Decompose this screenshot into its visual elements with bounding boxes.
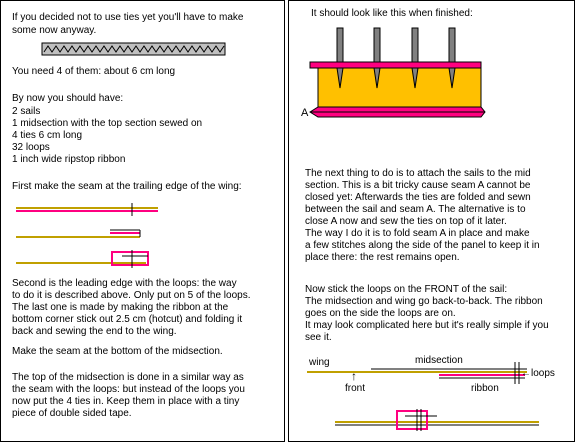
attach-line: closed yet: Afterwards the ties are folded and sewn xyxy=(305,192,531,203)
have-title: By now you should have: xyxy=(12,93,124,104)
front-line: goes on the side the loops are on. xyxy=(305,308,456,319)
tie-zigzag-illustration xyxy=(42,43,225,55)
attach-line: The way I do it is to fold seam A in place and make xyxy=(305,228,530,239)
finished-title: It should look like this when finished: xyxy=(311,8,473,19)
attach-line: close A now and sew the ties on top of it later. xyxy=(305,216,507,227)
diagram-label-midsection: midsection xyxy=(415,355,463,366)
diagram-label-loops: ←loops xyxy=(521,368,555,379)
trailing-seam-step-3 xyxy=(16,250,148,268)
finished-midsection-illustration xyxy=(310,28,485,117)
right-panel xyxy=(288,0,575,442)
top-line: piece of double sided tape. xyxy=(12,408,132,419)
diagram-label-wing: wing xyxy=(309,357,330,368)
need-ties-text: You need 4 of them: about 6 cm long xyxy=(12,66,176,77)
top-line: the seam with the loops: but instead of the loops you xyxy=(12,384,245,395)
top-line: now put the 4 ties in. Keep them in place with a tiny xyxy=(12,396,240,407)
diagram-label-ribbon: ribbon xyxy=(471,383,499,394)
seam-a-label: A xyxy=(301,107,309,119)
intro-line-2: some now anyway. xyxy=(12,25,97,36)
have-item: 2 sails xyxy=(12,106,41,117)
front-arrow-icon: ↑ xyxy=(351,369,357,383)
attach-line: between the sail and seam A. The alternative is to xyxy=(305,204,526,215)
front-line: Now stick the loops on the FRONT of the sail: xyxy=(305,284,508,295)
attach-line: The next thing to do is to attach the sails to the mid xyxy=(305,168,531,179)
diagram-label-front: front xyxy=(345,383,366,394)
intro-line-1: If you decided not to use ties yet you'll have to make xyxy=(12,12,244,23)
attach-line: section. This is a bit tricky cause seam A cannot be xyxy=(305,180,531,191)
have-item: 1 midsection with the top section sewed on xyxy=(12,118,203,129)
leading-line: bottom corner stick out 2.5 cm (hotcut) and folding it xyxy=(12,314,243,325)
folded-loop-illustration xyxy=(335,409,539,431)
have-item: 32 loops xyxy=(12,142,50,153)
trailing-seam-step-2 xyxy=(16,230,140,237)
attach-line: place there: the rest remains open. xyxy=(305,252,460,263)
left-panel xyxy=(0,0,285,442)
front-line: see it. xyxy=(305,332,332,343)
front-line: The midsection and wing go back-to-back. The ribbon xyxy=(305,296,543,307)
seam-trailing-text: First make the seam at the trailing edge of the wing: xyxy=(12,181,242,192)
leading-line: to do it is described above. Only put on 5 of the loops. xyxy=(12,290,251,301)
front-line: It may look complicated here but it's really simple if you xyxy=(305,320,549,331)
have-item: 1 inch wide ripstop ribbon xyxy=(12,154,126,165)
top-line: The top of the midsection is done in a similar way as xyxy=(12,372,244,383)
have-item: 4 ties 6 cm long xyxy=(12,130,83,141)
leading-line: back and sewing the end to the wing. xyxy=(12,326,177,337)
bottom-seam-text: Make the seam at the bottom of the midsection. xyxy=(12,346,223,357)
leading-line: Second is the leading edge with the loops: the way xyxy=(12,278,237,289)
trailing-seam-step-1 xyxy=(16,203,158,216)
leading-line: The last one is made by making the ribbon at the xyxy=(12,302,229,313)
attach-line: a few stitches along the side of the panel to keep it in xyxy=(305,240,540,251)
